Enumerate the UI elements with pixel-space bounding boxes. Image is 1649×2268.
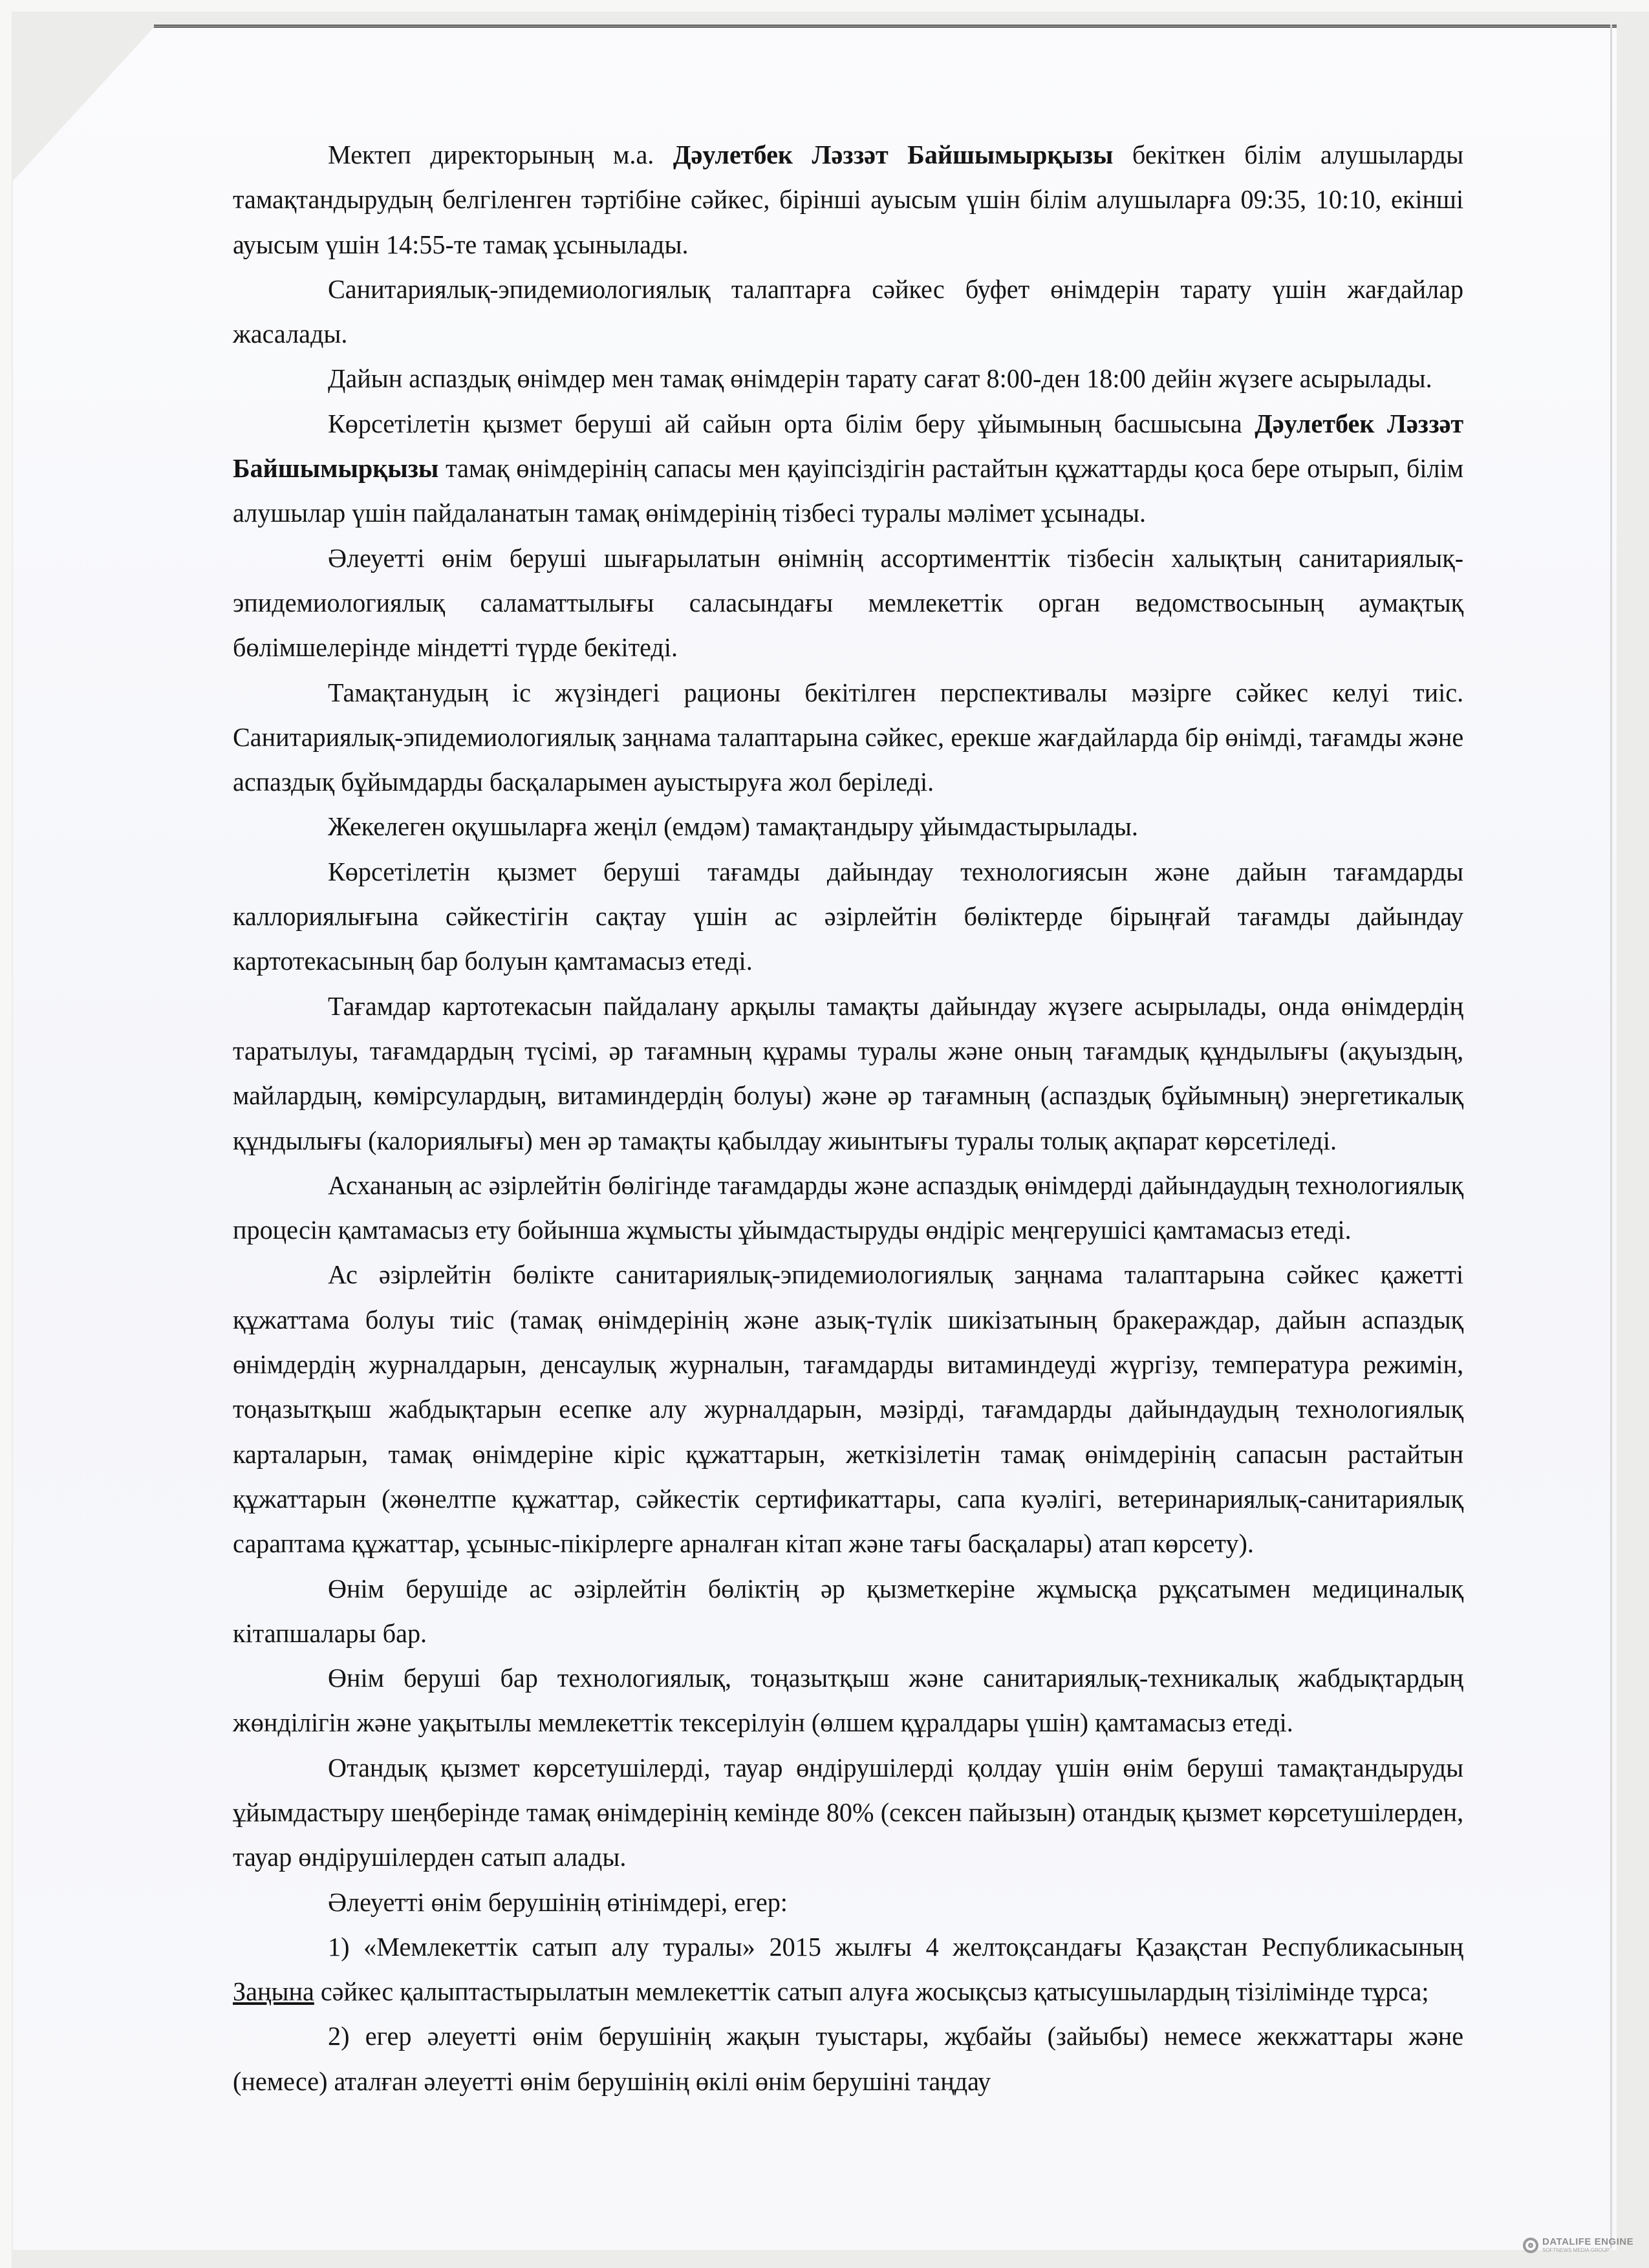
watermark [1523, 2237, 1633, 2253]
paragraph [233, 1746, 1463, 1880]
paragraph [233, 1163, 1463, 1253]
paragraph-text: тамақ өнімдерінің сапасы мен қауіпсіздігін растайтын құжаттарды қоса бере отырып, білім алушылар үшін пайдаланатын тамақ өнімдерінің тізбесі туралы мәлімет ұсынады. [233, 453, 1464, 528]
paragraph-text: Дайын аспаздық өнімдер мен тамақ өнімдерін тарату сағат 8:00-ден 18:00 дейін жүзеге асырылады. [328, 363, 1432, 394]
paragraph-text: Өнім беруші бар технологиялық, тоңазытқыш және санитариялық-техникалық жабдықтардың жөнділігін және уақытылы мемлекеттік тексерілуін (өлшем құралдары үшін) қамтамасыз етеді. [233, 1663, 1464, 1738]
paragraph [233, 984, 1463, 1163]
paragraph-text: сәйкес қалыптастырылатын мемлекеттік сатып алуға жосықсыз қатысушылардың тізілімінде тұрса; [314, 1976, 1429, 2007]
watermark-text [1542, 2237, 1633, 2253]
datalife-engine-logo-icon [1523, 2238, 1538, 2253]
paragraph-text: Өнім берушіде ас әзірлейтін бөліктің әр қызметкеріне жұмысқа рұқсатымен медициналық кітапшалары бар. [233, 1573, 1464, 1648]
watermark-title: DATALIFE ENGINE [1542, 2236, 1634, 2247]
paragraph [233, 2014, 1463, 2104]
paragraph [233, 536, 1463, 670]
paragraph-text: Әлеуетті өнім беруші шығарылатын өнімнің ассортименттік тізбесін халықтың санитариялық-эпидемиологиялық саламаттылығы саласындағы мемлекеттік орган ведомствосының аумақтық бөлімшелерінде міндетті түрде бекітеді. [233, 542, 1464, 663]
page-top-edge [154, 25, 1617, 27]
paragraph-text: Әлеуетті өнім берушінің өтінімдері, егер: [328, 1887, 788, 1917]
paragraph-text: Санитариялық-эпидемиологиялық талаптарға сәйкес буфет өнімдерін тарату үшін жағдайлар жасалады. [233, 273, 1464, 349]
paragraph-text: Ас әзірлейтін бөлікте санитариялық-эпидемиологиялық заңнама талаптарына сәйкес қажетті құжаттама болуы тиіс (тамақ өнімдерінің және азық-түлік шикізатының бракераждар, дайын аспаздық өнімдердің журналдарын, денсаулық журналын, тағамдарды витаминдеуді жүргізу, температура режимін, тоңазытқыш жабдықтарын есепке алу журналдарын, мәзірді, тағамдарды дайындаудың технологиялық карталарын, тамақ өнімдеріне кіріс құжаттарын, жеткізілетін тамақ өнімдерінің сапасын растайтын құжаттарын (жөнелтпе құжаттар, сәйкестік сертификаттары, сапа куәлігі, ветеринариялық-санитариялық сараптама құжаттар, ұсыныс-пікірлерге арналған кітап және тағы басқалары) атап көрсету). [233, 1259, 1464, 1559]
paragraph [233, 1656, 1463, 1746]
bold-name: Дәулетбек Ләззәт Байшымырқызы [233, 408, 1464, 484]
document-body [233, 133, 1463, 2104]
paragraph-text: 2) егер әлеуетті өнім берушінің жақын туыстары, жұбайы (зайыбы) немесе жекжаттары және (немесе) аталған әлеуетті өнім берушінің өкілі өнім берушіні таңдау [233, 2021, 1464, 2096]
paragraph-text: 1) «Мемлекеттік сатып алу туралы» 2015 жылғы 4 желтоқсандағы Қазақстан Республикасының [328, 1931, 1464, 1962]
bold-name: Дәулетбек Ләззәт Байшымырқызы [673, 140, 1114, 169]
paragraph [233, 401, 1463, 536]
paragraph-text: Тамақтанудың іс жүзіндегі рационы бекітілген перспективалы мәзірге сәйкес келуі тиіс. Санитариялық-эпидемиологиялық заңнама талаптарына сәйкес, ерекше жағдайларда бір өнімді, тағамды және аспаздық бұйымдарды басқаларымен ауыстыруға жол беріледі. [233, 677, 1464, 797]
paragraph [233, 1252, 1463, 1566]
paragraph-text: Көрсетілетін қызмет беруші тағамды дайындау технологиясын және дайын тағамдарды каллориялығына сәйкестігін сақтау үшін ас әзірлейтін бөліктерде бірыңғай тағамды дайындау картотекасының бар болуын қамтамасыз етеді. [233, 856, 1464, 976]
paragraph [233, 670, 1463, 805]
paragraph-text: бекіткен білім алушыларды тамақтандырудың белгіленген тәртібіне сәйкес, бірінші ауысым үшін білім алушыларға 09:35, 10:10, екінші ауысым үшін 14:55-те тамақ ұсынылады. [233, 140, 1464, 259]
paragraph-text: Жекелеген оқушыларға жеңіл (емдәм) тамақтандыру ұйымдастырылады. [328, 811, 1138, 842]
watermark-subtitle: SOFTNEWS MEDIA GROUP [1542, 2247, 1610, 2253]
paragraph-text: Отандық қызмет көрсетушілерді, тауар өндірушілерді қолдау үшін өнім беруші тамақтандыруды ұйымдастыру шеңберінде тамақ өнімдерінің кемінде 80% (сексен пайызын) отандық қызмет көрсетушілерден, тауар өндірушілерден сатып алады. [233, 1752, 1464, 1872]
paragraph-text: Тағамдар картотекасын пайдалану арқылы тамақты дайындау жүзеге асырылады, онда өнімдердің таратылуы, тағамдардың түсімі, әр тағамның құрамы туралы және оның тағамдық құндылығы (ақуыздың, майлардың, көмірсулардың, витаминдердің болуы) және әр тағамның (аспаздық бұйымның) энергетикалық құндылығы (калориялығы) мен әр тамақты қабылдау жиынтығы туралы толық ақпарат көрсетіледі. [233, 990, 1464, 1155]
paragraph [233, 850, 1463, 984]
paragraph [233, 267, 1463, 357]
paragraph [233, 356, 1463, 401]
paragraph [233, 1567, 1463, 1656]
paragraph [233, 1925, 1463, 2015]
paragraph-text: Көрсетілетін қызмет беруші ай сайын орта білім беру ұйымының басшысына [328, 408, 1255, 438]
law-link[interactable]: Заңына [233, 1976, 314, 2007]
paragraph [233, 804, 1463, 849]
paragraph-text: Мектеп директорының м.а. [328, 140, 673, 169]
paragraph [233, 133, 1463, 267]
paragraph [233, 1880, 1463, 1925]
page-right-edge [1610, 25, 1612, 2249]
paragraph-text: Асхананың ас әзірлейтін бөлігінде тағамдарды және аспаздық өнімдерді дайындаудың технологиялық процесін қамтамасыз ету бойынша жұмысты ұйымдастыруды өндіріс меңгерушісі қамтамасыз етеді. [233, 1170, 1464, 1245]
